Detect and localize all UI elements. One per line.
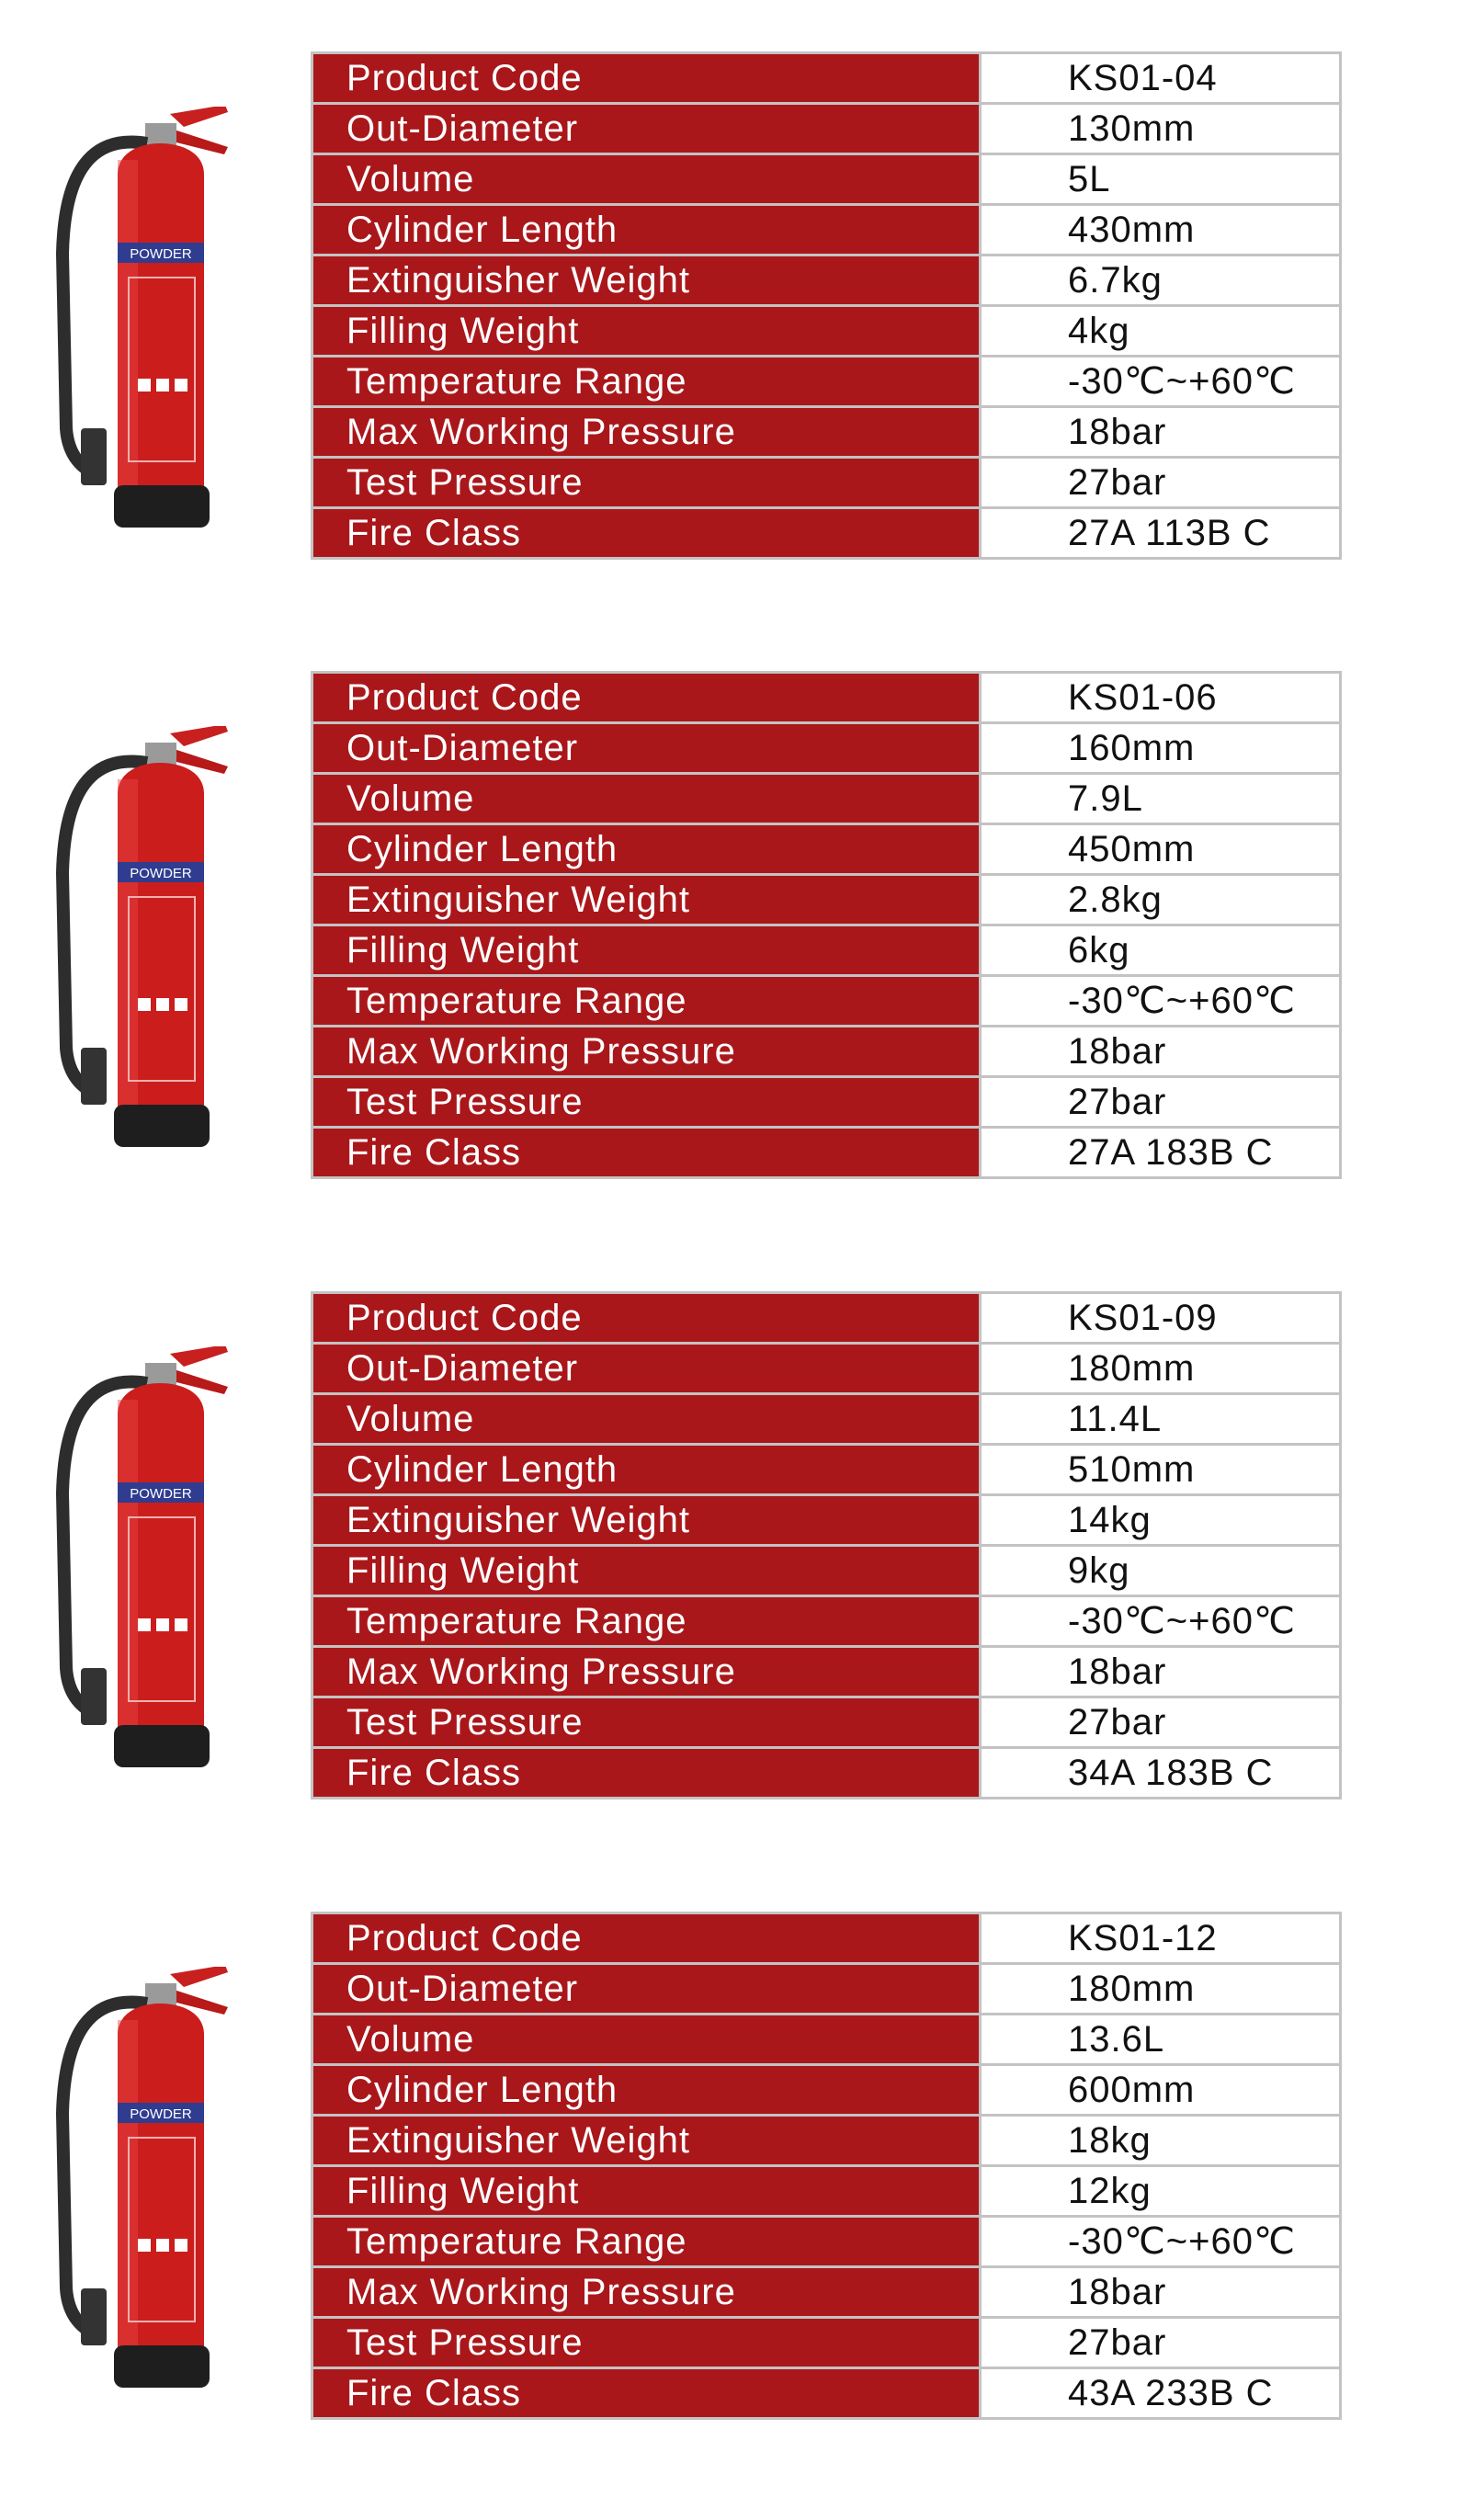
spec-value: 11.4L (981, 1394, 1341, 1445)
table-row (312, 824, 1341, 875)
spec-value: 4kg (981, 306, 1341, 357)
table-row (312, 1546, 1341, 1596)
spec-label: Out-Diameter (312, 1964, 981, 2015)
spec-value: 27bar (981, 1697, 1341, 1748)
spec-label: Volume (312, 774, 981, 824)
spec-table (311, 1291, 1342, 1799)
spec-value: 180mm (981, 1964, 1341, 2015)
spec-table (311, 1912, 1342, 2420)
spec-label: Product Code (312, 1293, 981, 1344)
svg-text:POWDER: POWDER (130, 1486, 192, 1502)
spec-value: 27bar (981, 2318, 1341, 2368)
spec-value: 18bar (981, 1027, 1341, 1077)
spec-value: 18kg (981, 2116, 1341, 2166)
spec-value: 27bar (981, 458, 1341, 508)
spec-value: 600mm (981, 2065, 1341, 2116)
spec-table (311, 671, 1342, 1179)
fire-extinguisher-icon (37, 1967, 257, 2399)
spec-label: Volume (312, 1394, 981, 1445)
spec-label: Out-Diameter (312, 723, 981, 774)
spec-label: Filling Weight (312, 1546, 981, 1596)
table-row (312, 774, 1341, 824)
spec-label: Product Code (312, 673, 981, 723)
table-row (312, 723, 1341, 774)
spec-label: Cylinder Length (312, 2065, 981, 2116)
spec-value: -30℃~+60℃ (981, 976, 1341, 1027)
spec-value: 12kg (981, 2166, 1341, 2217)
table-row (312, 1445, 1341, 1495)
spec-label: Fire Class (312, 508, 981, 559)
spec-value: -30℃~+60℃ (981, 2217, 1341, 2267)
spec-label: Temperature Range (312, 2217, 981, 2267)
spec-value: 430mm (981, 205, 1341, 255)
product-block (0, 671, 1464, 1195)
spec-label: Fire Class (312, 1128, 981, 1178)
table-row (312, 1697, 1341, 1748)
spec-label: Product Code (312, 53, 981, 104)
spec-value: KS01-12 (981, 1913, 1341, 1964)
table-row (312, 1748, 1341, 1799)
spec-label: Max Working Pressure (312, 1647, 981, 1697)
spec-value: 160mm (981, 723, 1341, 774)
spec-value: 18bar (981, 407, 1341, 458)
table-row (312, 1647, 1341, 1697)
spec-label: Product Code (312, 1913, 981, 1964)
spec-value: 450mm (981, 824, 1341, 875)
spec-label: Filling Weight (312, 2166, 981, 2217)
spec-label: Extinguisher Weight (312, 875, 981, 925)
spec-label: Fire Class (312, 2368, 981, 2419)
table-row (312, 306, 1341, 357)
spec-label: Extinguisher Weight (312, 255, 981, 306)
spec-value: 5L (981, 154, 1341, 205)
spec-value: 27A 113B C (981, 508, 1341, 559)
spec-label: Filling Weight (312, 306, 981, 357)
spec-value: -30℃~+60℃ (981, 357, 1341, 407)
spec-label: Test Pressure (312, 458, 981, 508)
spec-label: Cylinder Length (312, 824, 981, 875)
spec-label: Temperature Range (312, 976, 981, 1027)
table-row (312, 1027, 1341, 1077)
spec-label: Cylinder Length (312, 1445, 981, 1495)
table-row (312, 1964, 1341, 2015)
svg-text:POWDER: POWDER (130, 2106, 192, 2122)
spec-label: Volume (312, 154, 981, 205)
table-row (312, 2267, 1341, 2318)
spec-label: Test Pressure (312, 1697, 981, 1748)
table-row (312, 1344, 1341, 1394)
spec-value: 18bar (981, 2267, 1341, 2318)
spec-value: 7.9L (981, 774, 1341, 824)
table-row (312, 407, 1341, 458)
table-row (312, 875, 1341, 925)
spec-value: 27A 183B C (981, 1128, 1341, 1178)
spec-table (311, 51, 1342, 560)
spec-label: Volume (312, 2015, 981, 2065)
product-block (0, 51, 1464, 575)
spec-label: Out-Diameter (312, 1344, 981, 1394)
table-row (312, 976, 1341, 1027)
spec-value: 180mm (981, 1344, 1341, 1394)
table-row (312, 53, 1341, 104)
spec-value: 43A 233B C (981, 2368, 1341, 2419)
table-row (312, 2368, 1341, 2419)
spec-label: Extinguisher Weight (312, 2116, 981, 2166)
svg-text:POWDER: POWDER (130, 866, 192, 881)
table-row (312, 104, 1341, 154)
table-row (312, 925, 1341, 976)
table-row (312, 1128, 1341, 1178)
spec-label: Test Pressure (312, 2318, 981, 2368)
spec-value: 6.7kg (981, 255, 1341, 306)
table-row (312, 2015, 1341, 2065)
spec-label: Extinguisher Weight (312, 1495, 981, 1546)
table-row (312, 154, 1341, 205)
table-row (312, 1495, 1341, 1546)
spec-label: Test Pressure (312, 1077, 981, 1128)
spec-value: 2.8kg (981, 875, 1341, 925)
spec-label: Max Working Pressure (312, 407, 981, 458)
table-row (312, 458, 1341, 508)
spec-label: Out-Diameter (312, 104, 981, 154)
table-row (312, 205, 1341, 255)
table-row (312, 2116, 1341, 2166)
svg-text:POWDER: POWDER (130, 246, 192, 262)
fire-extinguisher-icon (37, 726, 257, 1158)
product-block (0, 1291, 1464, 1815)
table-row (312, 2217, 1341, 2267)
table-row (312, 2318, 1341, 2368)
spec-value: 14kg (981, 1495, 1341, 1546)
spec-value: 6kg (981, 925, 1341, 976)
fire-extinguisher-icon (37, 107, 257, 539)
spec-value: 27bar (981, 1077, 1341, 1128)
table-row (312, 1913, 1341, 1964)
spec-value: -30℃~+60℃ (981, 1596, 1341, 1647)
spec-value: KS01-06 (981, 673, 1341, 723)
table-row (312, 1596, 1341, 1647)
table-row (312, 673, 1341, 723)
spec-label: Filling Weight (312, 925, 981, 976)
table-row (312, 255, 1341, 306)
spec-value: 18bar (981, 1647, 1341, 1697)
table-row (312, 1077, 1341, 1128)
spec-label: Temperature Range (312, 357, 981, 407)
table-row (312, 1293, 1341, 1344)
spec-value: KS01-04 (981, 53, 1341, 104)
spec-label: Max Working Pressure (312, 2267, 981, 2318)
spec-label: Temperature Range (312, 1596, 981, 1647)
spec-value: 13.6L (981, 2015, 1341, 2065)
table-row (312, 2065, 1341, 2116)
table-row (312, 508, 1341, 559)
spec-label: Fire Class (312, 1748, 981, 1799)
spec-value: 510mm (981, 1445, 1341, 1495)
spec-label: Max Working Pressure (312, 1027, 981, 1077)
spec-value: 130mm (981, 104, 1341, 154)
fire-extinguisher-icon (37, 1346, 257, 1778)
spec-label: Cylinder Length (312, 205, 981, 255)
table-row (312, 1394, 1341, 1445)
spec-value: KS01-09 (981, 1293, 1341, 1344)
spec-value: 9kg (981, 1546, 1341, 1596)
product-block (0, 1912, 1464, 2435)
table-row (312, 2166, 1341, 2217)
table-row (312, 357, 1341, 407)
spec-value: 34A 183B C (981, 1748, 1341, 1799)
